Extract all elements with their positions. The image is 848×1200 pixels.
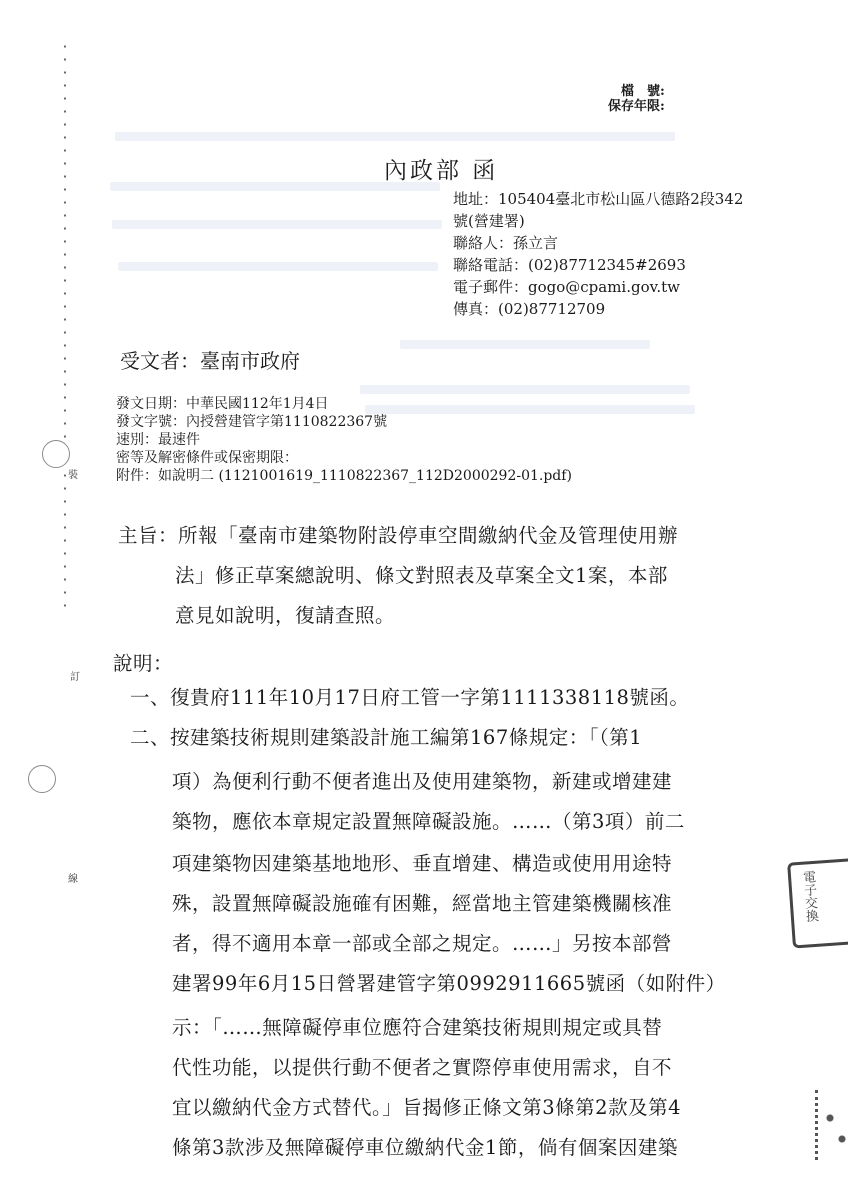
bleed-through-mark bbox=[400, 340, 650, 349]
explanation-item-2-line: 宜以繳納代金方式替代。」旨揭修正條文第3條第2款及第4 bbox=[172, 1096, 681, 1119]
recipient: 受文者：臺南市政府 bbox=[120, 349, 300, 373]
address-line-cont: 號(營建署) bbox=[453, 212, 525, 230]
explanation-item-2-line: 建署99年6月15日營署建管字第0992911665號函（如附件） bbox=[172, 972, 726, 995]
explanation-item-2-line: 代性功能，以提供行動不便者之實際停車使用需求，自不 bbox=[172, 1056, 673, 1079]
contact-email: 電子郵件：gogo@cpami.gov.tw bbox=[453, 278, 680, 296]
explanation-item-2-line: 殊，設置無障礙設施確有困難，經當地主管建築機關核准 bbox=[172, 892, 673, 915]
contact-block bbox=[453, 188, 743, 320]
explanation-heading: 說明： bbox=[113, 652, 174, 675]
explanation-item-2-line: 條第3款涉及無障礙停車位繳納代金1節，倘有個案因建築 bbox=[172, 1136, 678, 1159]
dispatch-number: 發文字號：內授營建管字第1110822367號 bbox=[116, 414, 388, 430]
bleed-through-mark bbox=[112, 220, 442, 229]
binding-dotted-line bbox=[64, 40, 66, 610]
subject-line: 法」修正草案總說明、條文對照表及草案全文1案，本部 bbox=[175, 564, 668, 587]
bleed-through-mark bbox=[118, 262, 438, 271]
explanation-item-2-line: 項建築物因建築基地地形、垂直增建、構造或使用用途特 bbox=[172, 852, 673, 875]
speed-class: 速別：最速件 bbox=[116, 432, 200, 448]
explanation-item-2-line: 者，得不適用本章一部或全部之規定。……」另按本部營 bbox=[172, 932, 673, 955]
explanation-item-2-line: 項）為便利行動不便者進出及使用建築物，新建或增建建 bbox=[172, 770, 673, 793]
explanation-item-2-line: 築物，應依本章規定設置無障礙設施。……（第3項）前二 bbox=[172, 810, 685, 833]
bleed-through-mark bbox=[115, 132, 675, 141]
binding-label: 裝 bbox=[68, 470, 78, 481]
dispatch-date: 發文日期：中華民國112年1月4日 bbox=[116, 396, 329, 412]
punch-hole bbox=[28, 765, 56, 793]
document-title: 內政部 函 bbox=[384, 158, 499, 184]
subject-line: 意見如說明，復請查照。 bbox=[175, 604, 396, 627]
explanation-item-2-line: 示：「……無障礙停車位應符合建築技術規則規定或具替 bbox=[172, 1016, 663, 1039]
contact-person: 聯絡人：孫立言 bbox=[453, 234, 559, 252]
partial-seal bbox=[815, 1090, 848, 1160]
retention-label: 保存年限: bbox=[608, 99, 665, 114]
seal-text: 電子交換 bbox=[799, 869, 819, 923]
explanation-item-2-line: 二、按建築技術規則建築設計施工編第167條規定：「（第1 bbox=[130, 726, 643, 749]
exchange-seal bbox=[787, 857, 848, 948]
archive-block bbox=[608, 84, 665, 114]
staple-label: 訂 bbox=[70, 672, 80, 683]
subject-line: 主旨：所報「臺南市建築物附設停車空間繳納代金及管理使用辦 bbox=[118, 524, 679, 547]
cut-line-label: 線 bbox=[68, 874, 78, 885]
explanation-item-1: 一、復貴府111年10月17日府工管一字第1111338118號函。 bbox=[130, 686, 690, 709]
secrecy-level: 密等及解密條件或保密期限： bbox=[116, 450, 298, 466]
dispatch-meta bbox=[116, 395, 572, 485]
bleed-through-mark bbox=[360, 385, 690, 394]
contact-phone: 聯絡電話：(02)87712345#2693 bbox=[453, 256, 686, 274]
punch-hole bbox=[42, 440, 70, 468]
attachment: 附件：如說明二 (1121001619_1110822367_112D2000292-01.pdf) bbox=[116, 468, 572, 484]
file-number-label: 檔 號: bbox=[621, 84, 665, 99]
contact-fax: 傳真：(02)87712709 bbox=[453, 300, 606, 318]
address-line: 地址：105404臺北市松山區八德路2段342 bbox=[453, 190, 744, 208]
